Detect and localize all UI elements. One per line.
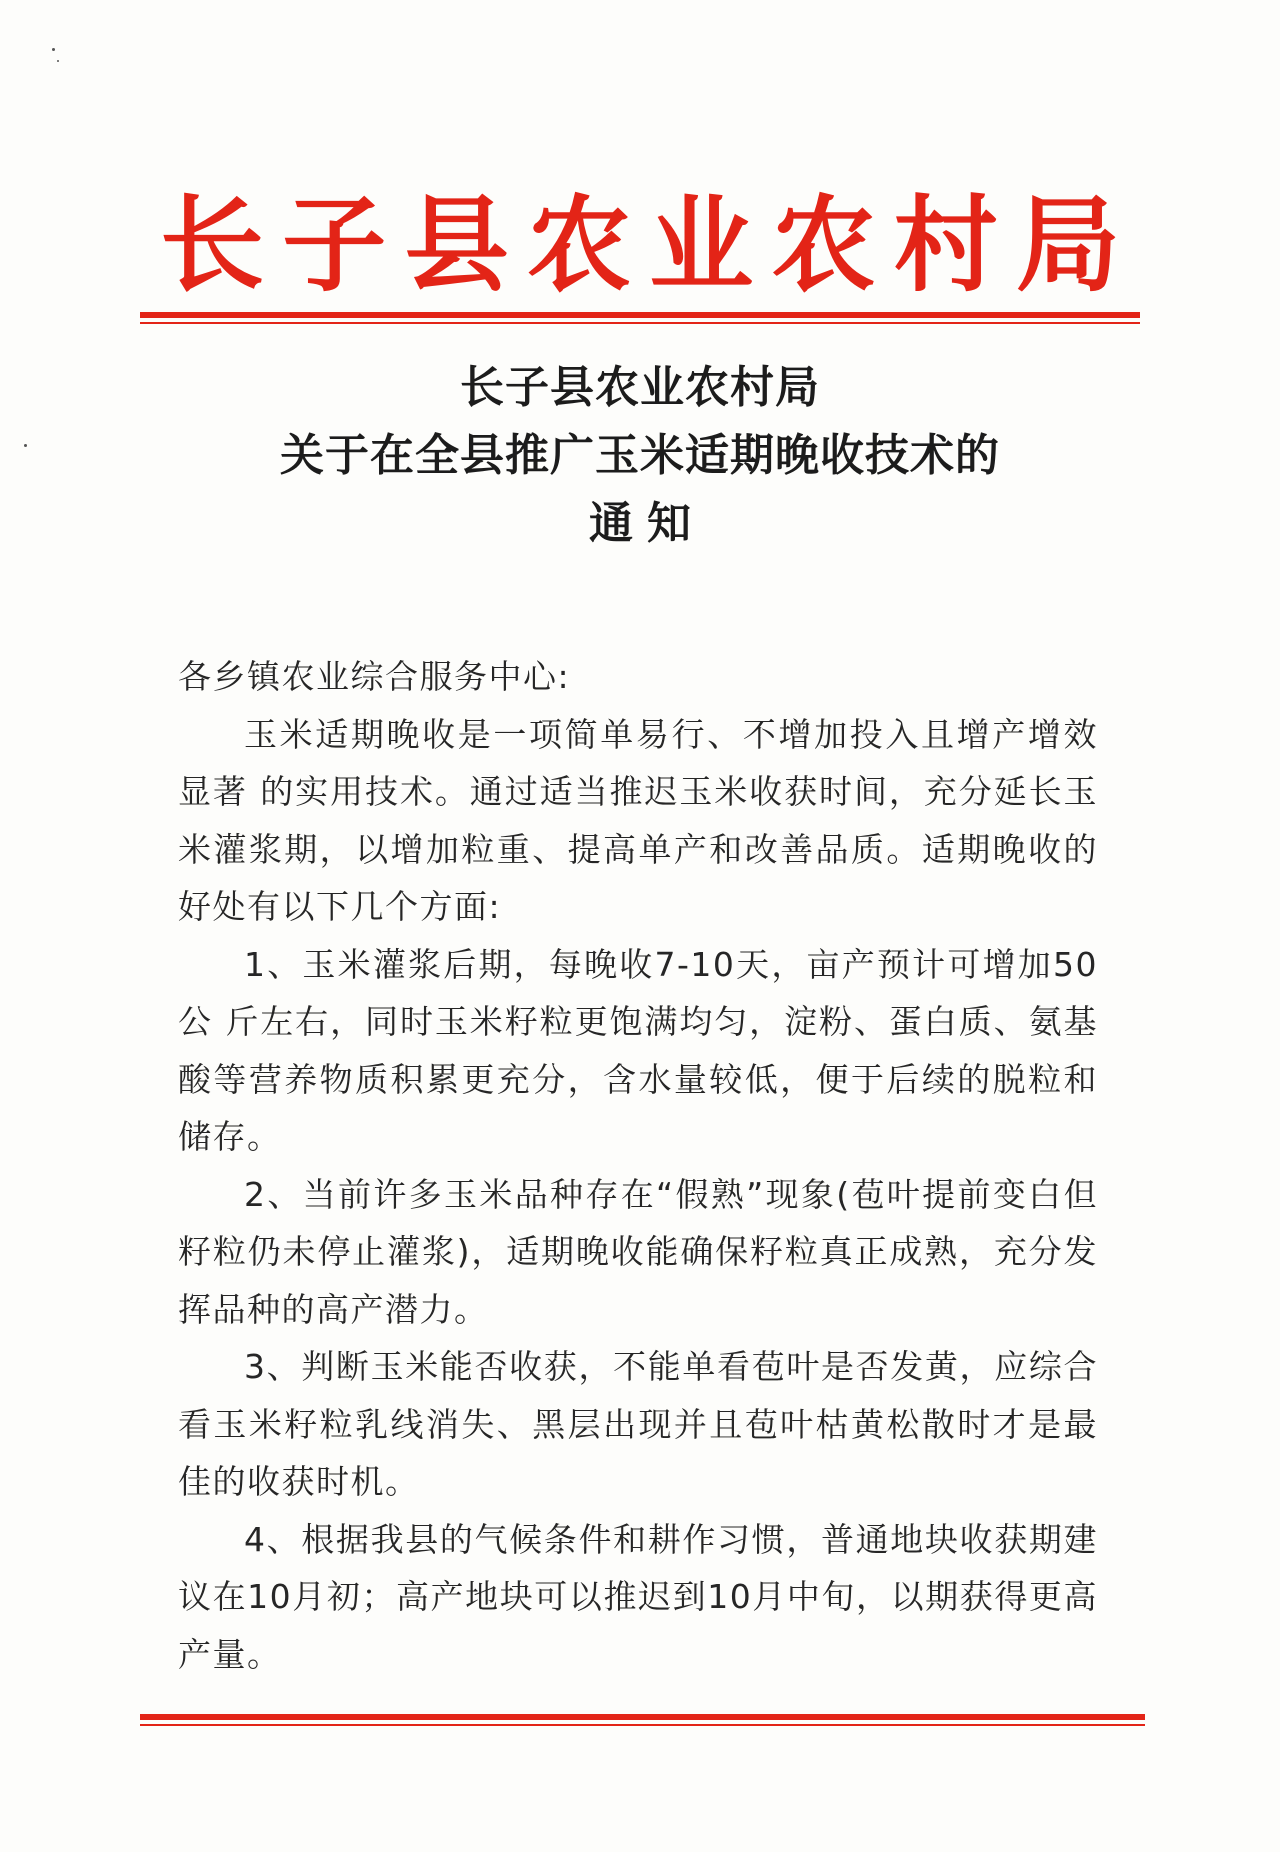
salutation: 各乡镇农业综合服务中心: — [178, 657, 571, 696]
header-char: 农 — [526, 183, 631, 306]
organization-header — [160, 185, 1120, 305]
scan-speck — [24, 444, 27, 447]
red-rule-thin — [140, 322, 1140, 324]
red-rule-thick — [140, 312, 1140, 318]
red-rule-thin — [140, 1724, 1145, 1726]
header-char: 村 — [893, 183, 998, 306]
header-char: 农 — [771, 183, 876, 306]
header-char: 长 — [160, 183, 265, 306]
paragraph-point-3: 3、判断玉米能否收获，不能单看苞叶是否发黄，应综合看玉米籽粒乳线消失、黑层出现并且苞叶枯黄松散时才是最佳的收获时机。 — [178, 1347, 1098, 1501]
document-title — [140, 360, 1140, 564]
header-char: 县 — [404, 183, 509, 306]
title-line-notice: 通知 — [589, 498, 705, 549]
header-char: 子 — [282, 183, 387, 306]
paragraph-intro: 玉米适期晚收是一项简单易行、不增加投入且增产增效显著 的实用技术。通过适当推迟玉米收获时间，充分延长玉米灌浆期，以增加粒重、提高单产和改善品质。适期晚收的好处有以下几个方面: — [178, 714, 1098, 926]
paragraph-point-2: 2、当前许多玉米品种存在“假熟”现象(苞叶提前变白但籽粒仍未停止灌浆)，适期晚收能确保籽粒真正成熟，充分发挥品种的高产潜力。 — [178, 1174, 1098, 1329]
title-line-subject: 关于在全县推广玉米适期晚收技术的 — [280, 430, 1000, 481]
scan-speck — [52, 48, 55, 51]
header-char: 业 — [649, 183, 754, 306]
document-body — [178, 648, 1098, 1683]
paragraph-point-1: 1、玉米灌浆后期，每晚收7-10天，亩产预计可增加50公 斤左右，同时玉米籽粒更饱满均匀，淀粉、蛋白质、氨基酸等营养物质积累更充分，含水量较低，便于后续的脱粒和储存。 — [178, 944, 1098, 1156]
title-line-issuer: 长子县农业农村局 — [460, 362, 820, 413]
header-red-rule — [140, 312, 1140, 324]
footer-red-rule — [140, 1714, 1145, 1726]
red-rule-thick — [140, 1714, 1145, 1720]
header-char: 局 — [1015, 183, 1120, 306]
paragraph-point-4: 4、根据我县的气候条件和耕作习惯，普通地块收获期建议在10月初；高产地块可以推迟到10月中旬，以期获得更高产量。 — [178, 1519, 1098, 1674]
scan-speck — [57, 60, 59, 62]
